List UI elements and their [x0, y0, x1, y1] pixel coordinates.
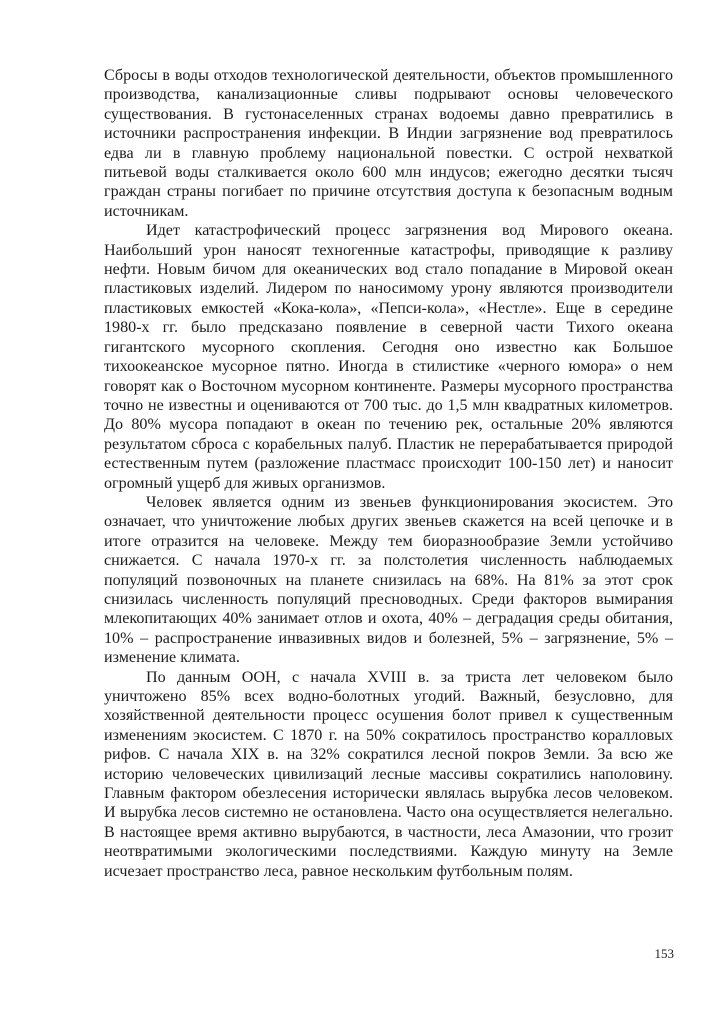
paragraph-4: По данным ООН, с начала XVIII в. за триста лет человеком было уничтожено 85% всех водно-болотных угодий. Важный, безусловно, для хозяйственной деятельности процесс осушения болот привел к существенным изменениям экосистем. С 1870 г. на 50% сократилось пространство коралловых рифов. С начала XIX в. на 32% сократился лесной покров Земли. За всю же историю человеческих цивилизаций лесные массивы сократились наполовину. Главным фактором обезлесения исторически являлась вырубка лесов человеком. И вырубка лесов системно не остановлена. Часто она осуществляется нелегально. В настоящее время активно вырубаются, в частности, леса Амазонии, что грозит неотвратимыми экологическими последствиями. Каждую минуту на Земле исчезает пространство леса, равное нескольким футбольным полям.	[104, 668, 673, 880]
paragraph-1: Сбросы в воды отходов технологической деятельности, объектов промышленного производства, канализационные сливы подрывают основы человеческого существования. В густонаселенных странах водоемы давно превратились в источники распространения инфекции. В Индии загрязнение вод превратилось едва ли в главную проблему национальной повестки. С острой нехваткой питьевой воды сталкивается около 600 млн индусов; ежегодно десятки тысяч граждан страны погибает по причине отсутствия доступа к безопасным водным источникам.	[104, 67, 673, 220]
paragraph-3: Человек является одним из звеньев функционирования экосистем. Это означает, что уничтожение любых других звеньев скажется на всей цепочке и в итоге отразится на человеке. Между тем биоразнообразие Земли устойчиво снижается. С начала 1970-х гг. за полстолетия численность наблюдаемых популяций позвоночных на планете снизилась на 68%. На 81% за этот срок снизилась численность популяций пресноводных. Среди факторов вымирания млекопитающих 40% занимает отлов и охота, 40% – деградация среды обитания, 10% – распространение инвазивных видов и болезней, 5% – загрязнение, 5% – изменение климата.	[104, 493, 673, 667]
body-text	[104, 66, 673, 881]
paragraph-2: Идет катастрофический процесс загрязнения вод Мирового океана. Наибольший урон наносят техногенные катастрофы, приводящие к разливу нефти. Новым бичом для океанических вод стало попадание в Мировой океан пластиковых изделий. Лидером по наносимому урону являются производители пластиковых емкостей «Кока-кола», «Пепси-кола», «Нестле». Еще в середине 1980-х гг. было предсказано появление в северной части Тихого океана гигантского мусорного скопления. Сегодня оно известно как Большое тихоокеанское мусорное пятно. Иногда в стилистике «черного юмора» о нем говорят как о Восточном мусорном континенте. Размеры мусорного пространства точно не известны и оцениваются от 700 тыс. до 1,5 млн квадратных километров. До 80% мусора попадают в океан по течению рек, остальные 20% являются результатом сброса с корабельных палуб. Пластик не перерабатывается природой естественным путем (разложение пластмасс происходит 100-150 лет) и наносит огромный ущерб для живых организмов.	[104, 222, 673, 492]
page-number: 153	[654, 946, 674, 961]
